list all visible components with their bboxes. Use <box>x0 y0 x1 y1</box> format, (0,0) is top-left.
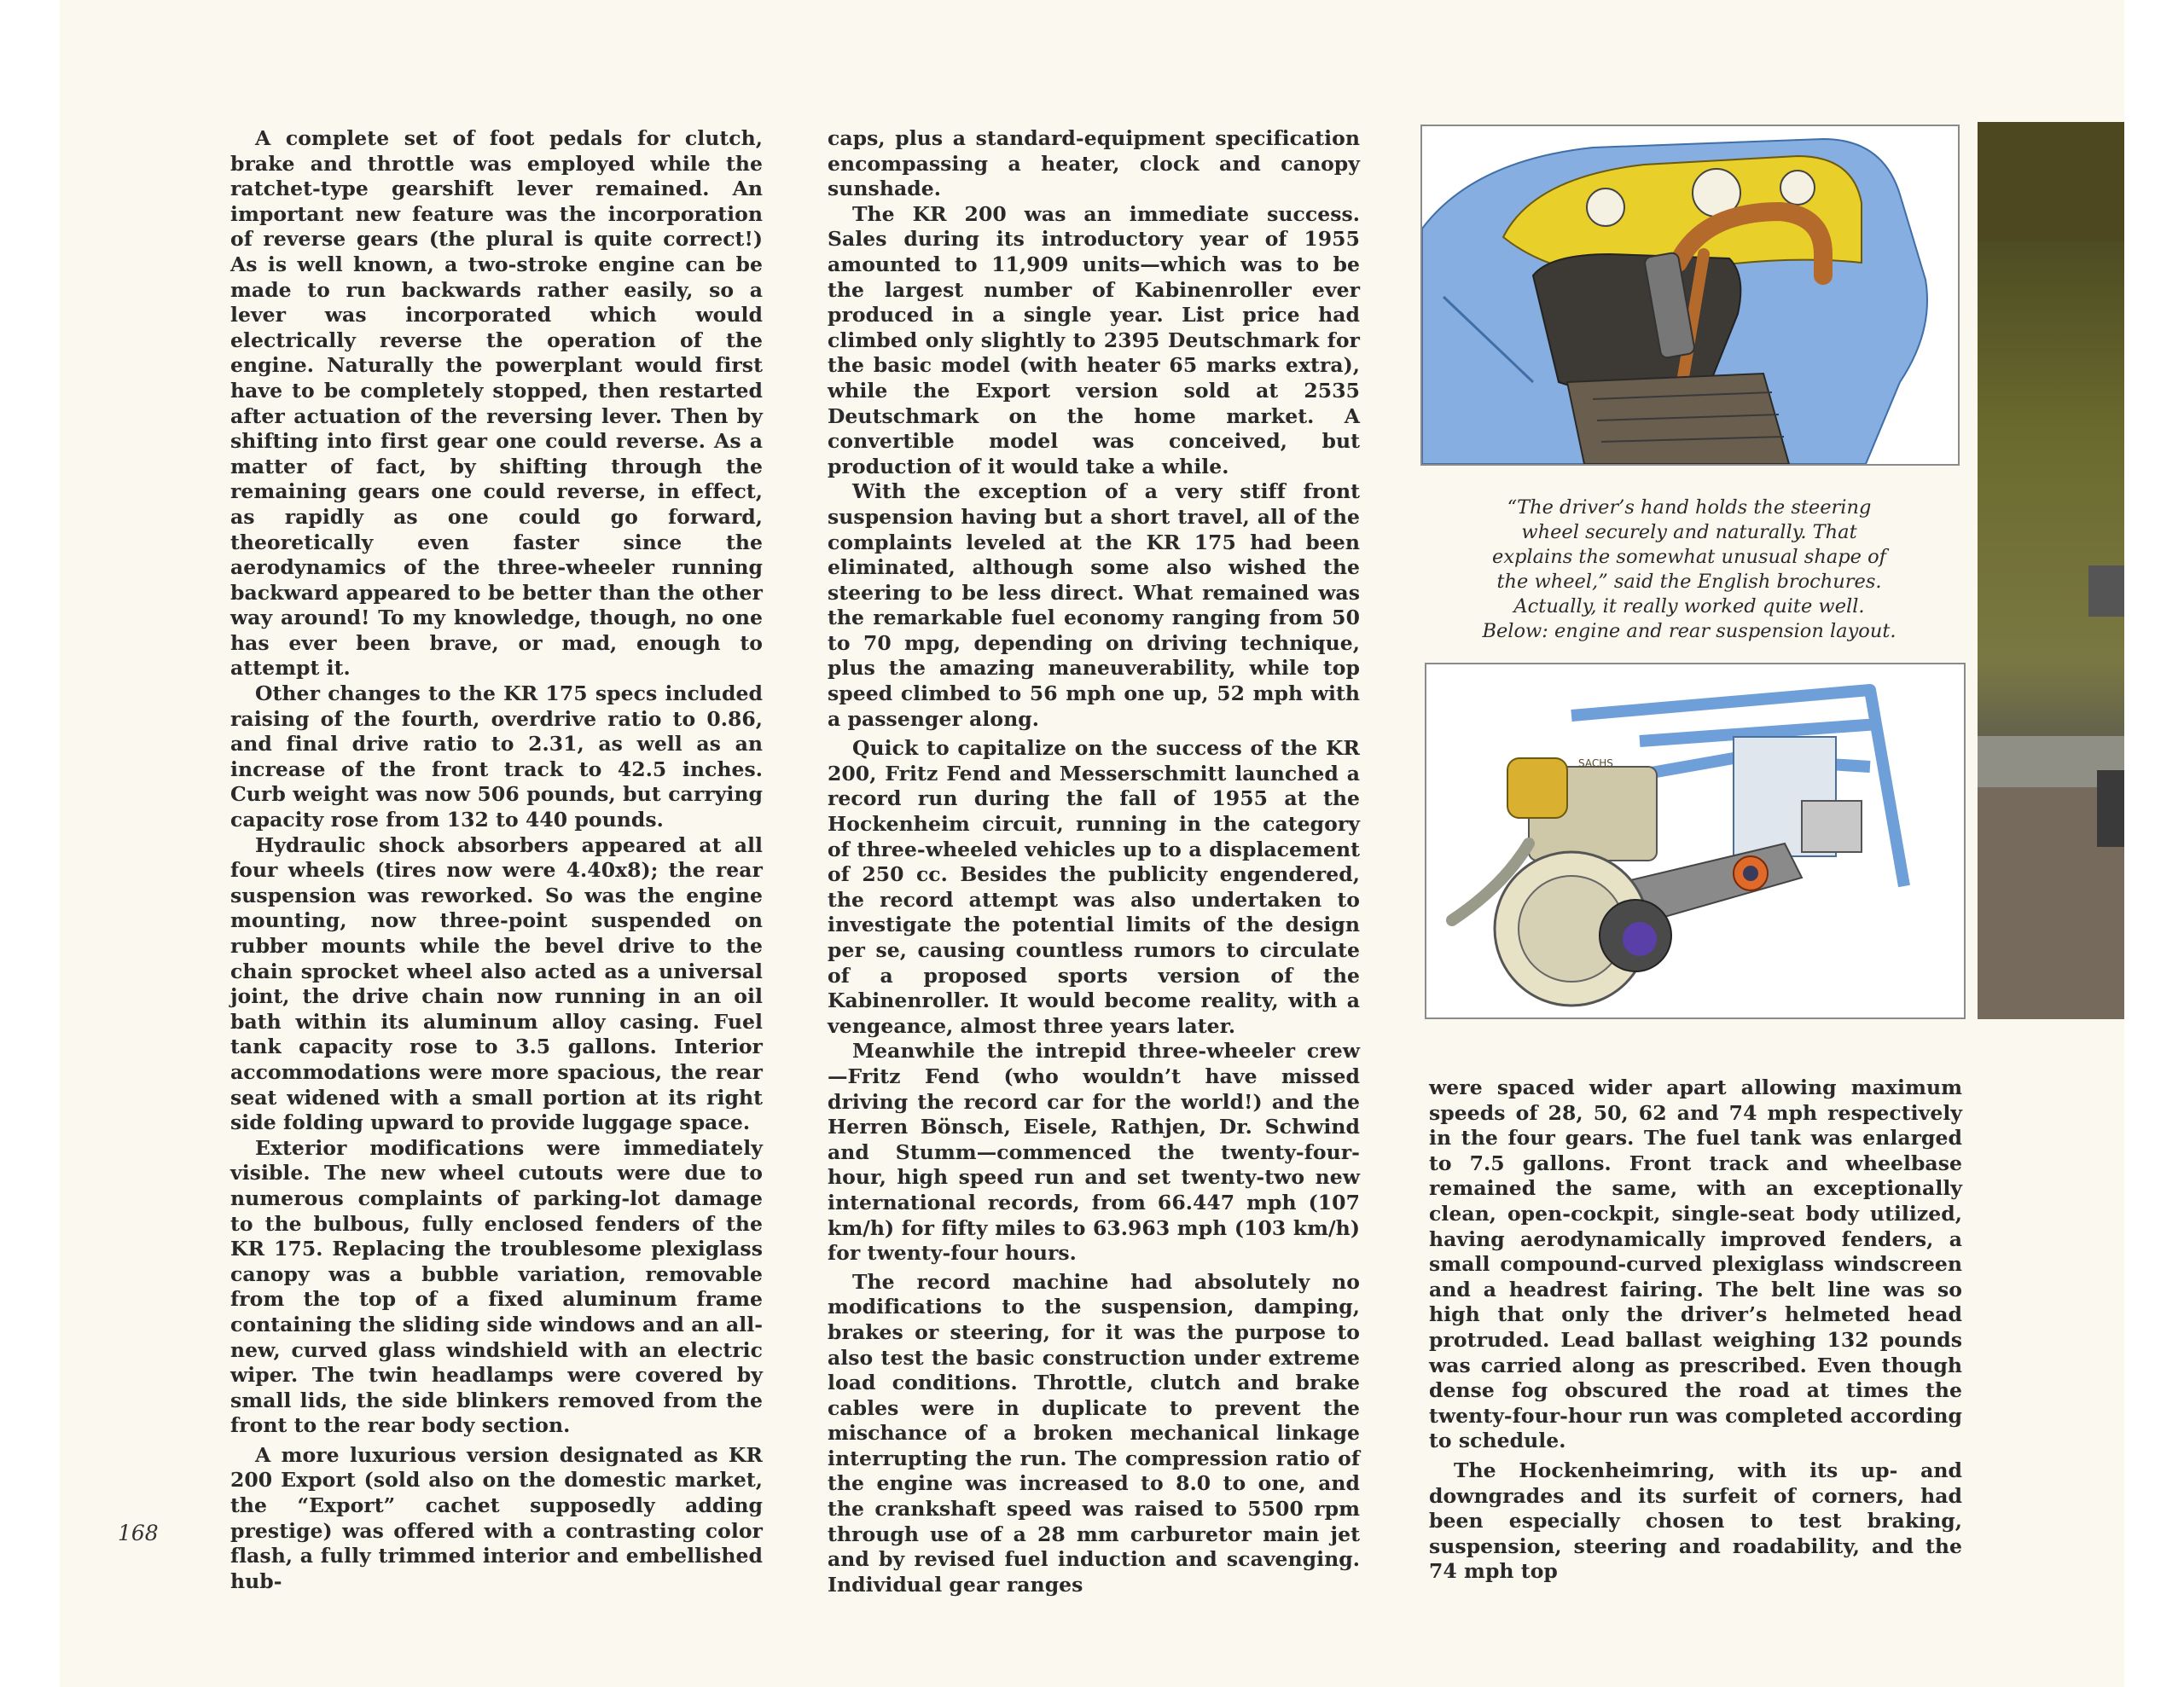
paragraph: Exterior modifications were immediately visible. The new wheel cutouts were due to numerous complaints of parking-lot damage to the bulbous, fully enclosed fenders of the KR 175. Replacing the troublesome plexiglass canopy was a bubble variation, removable from the top of a fixed aluminum frame containing the sliding side windows and an all-new, curved glass windshield with an electric wiper. The twin headlamps were covered by small lids, the side blinkers removed from the front to the rear body section. <box>230 1135 763 1438</box>
text-column-3 <box>1429 1075 1962 1585</box>
page-margin <box>2124 0 2184 1687</box>
text-column-1 <box>230 126 763 1594</box>
cockpit-illustration <box>1420 125 1960 466</box>
paragraph: Meanwhile the intrepid three-wheeler crew—Fritz Fend (who wouldn’t have missed driving the record car for the world!) and the Herren Bönsch, Eisele, Rathjen, Dr. Schwind and Stumm—commenced the twenty-four-hour, high speed run and set twenty-two new international records, from 66.447 mph (107 km/h) for fifty miles to 63.963 mph (103 km/h) for twenty-four hours. <box>828 1039 1360 1266</box>
paragraph: were spaced wider apart allowing maximum speeds of 28, 50, 62 and 74 mph respectively in the four gears. The fuel tank was enlarged to 7.5 gallons. Front track and wheelbase remained the same, with an exceptionally clean, open-cockpit, single-seat body utilized, having aerodynamically improved fenders, a small compound-curved plexiglass windscreen and a headrest fairing. The belt line was so high that only the driver’s helmeted head protruded. Lead ballast weighing 132 pounds was carried along as prescribed. Even though dense fog obscured the road at times the twenty-four-hour run was completed according to schedule. <box>1429 1075 1962 1453</box>
caption-line: “The driver’s hand holds the steering <box>1507 496 1872 519</box>
page-number: 168 <box>118 1521 159 1545</box>
figure-caption <box>1425 496 1954 644</box>
engine-drawing <box>1426 664 1964 1017</box>
paragraph: caps, plus a standard-equipment specification encompassing a heater, clock and canopy sunshade. <box>828 126 1360 201</box>
cockpit-drawing <box>1422 126 1958 464</box>
text-column-2 <box>828 126 1360 1597</box>
paragraph: Hydraulic shock absorbers appeared at all four wheels (tires now were 4.40x8); the rear suspension was reworked. So was the engine mounting, now three-point suspended on rubber mounts while the bevel drive to the chain sprocket wheel also acted as a universal joint, the drive chain now running in an oil bath within its aluminum alloy casing. Fuel tank capacity rose to 3.5 gallons. Interior accommodations were more spacious, the rear seat widened with a small portion at its right side folding upward to provide luggage space. <box>230 832 763 1135</box>
caption-line: wheel securely and naturally. That <box>1521 521 1857 543</box>
paragraph: With the exception of a very stiff front suspension having but a short travel, all of the complaints leveled at the KR 175 had been eliminated, although some also wished the steering to be less direct. What remained was the remarkable fuel economy ranging from 50 to 70 mpg, depending on driving technique, plus the amazing maneuverability, while top speed climbed to 56 mph one up, 52 mph with a passenger along. <box>828 479 1360 731</box>
paragraph: Quick to capitalize on the success of the KR 200, Fritz Fend and Messerschmitt launched a record run during the fall of 1955 at the Hockenheim circuit, running in the category of three-wheeled vehicles up to a displacement of 250 cc. Besides the publicity engendered, the record attempt was also undertaken to investigate the potential limits of the design per se, causing countless rumors to circulate of a proposed sports version of the Kabinenroller. It would become reality, with a vengeance, almost three years later. <box>828 736 1360 1038</box>
engine-label: SACHS <box>1578 757 1613 769</box>
paragraph: A complete set of foot pedals for clutch, brake and throttle was employed while the ratchet-type gearshift lever remained. An important new feature was the incorporation of reverse gears (the plural is quite correct!) As is well known, a two-stroke engine can be made to run backwards rather easily, so a lever was incorporated which would electrically reverse the operation of the engine. Naturally the powerplant would first have to be completely stopped, then restarted after actuation of the reversing lever. Then by shifting into first gear one could reverse. As a matter of fact, by shifting through the remaining gears one could reverse, in effect, as rapidly as one could go forward, theoretically even faster since the aerodynamics of the three-wheeler running backward appeared to be better than the other way around! To my knowledge, though, no one has ever been brave, or mad, enough to attempt it. <box>230 126 763 681</box>
paragraph: The Hockenheimring, with its up- and downgrades and its surfeit of corners, had been especially chosen to test braking, suspension, steering and roadability, and the 74 mph top <box>1429 1458 1962 1584</box>
paragraph: The KR 200 was an immediate success. Sales during its introductory year of 1955 amounted to 11,909 units—which was to be the largest number of Kabinenroller ever produced in a single year. List price had climbed only slightly to 2395 Deutschmark for the basic model (with heater 65 marks extra), while the Export version sold at 2535 Deutschmark on the home market. A convertible model was conceived, but production of it would take a while. <box>828 201 1360 478</box>
caption-line: explains the somewhat unusual shape of <box>1492 546 1886 568</box>
paragraph: Other changes to the KR 175 specs included raising of the fourth, overdrive ratio to 0.86, and final drive ratio to 2.31, as well as an increase of the front track to 42.5 inches. Curb weight was now 506 pounds, but carrying capacity rose from 132 to 440 pounds. <box>230 681 763 832</box>
photo-strip <box>1978 122 2124 1019</box>
caption-line: the wheel,” said the English brochures. <box>1496 571 1882 593</box>
caption-line: Below: engine and rear suspension layout. <box>1482 620 1896 642</box>
paragraph: A more luxurious version designated as KR 200 Export (sold also on the domestic market, the “Export” cachet supposedly adding prestige) was offered with a contrasting color flash, a fully trimmed interior and embellished hub- <box>230 1442 763 1593</box>
paragraph: The record machine had absolutely no modifications to the suspension, damping, brakes or steering, for it was the purpose to also test the basic construction under extreme load conditions. Throttle, clutch and brake cables were in duplicate to prevent the mischance of a broken mechanical linkage interrupting the run. The compression ratio of the engine was increased to 8.0 to one, and the crankshaft speed was raised to 5500 rpm through use of a 28 mm carburetor main jet and by revised fuel induction and scavenging. Individual gear ranges <box>828 1269 1360 1597</box>
landscape-photo <box>1978 122 2124 1019</box>
engine-illustration <box>1425 663 1966 1019</box>
caption-line: Actually, it really worked quite well. <box>1513 595 1865 617</box>
